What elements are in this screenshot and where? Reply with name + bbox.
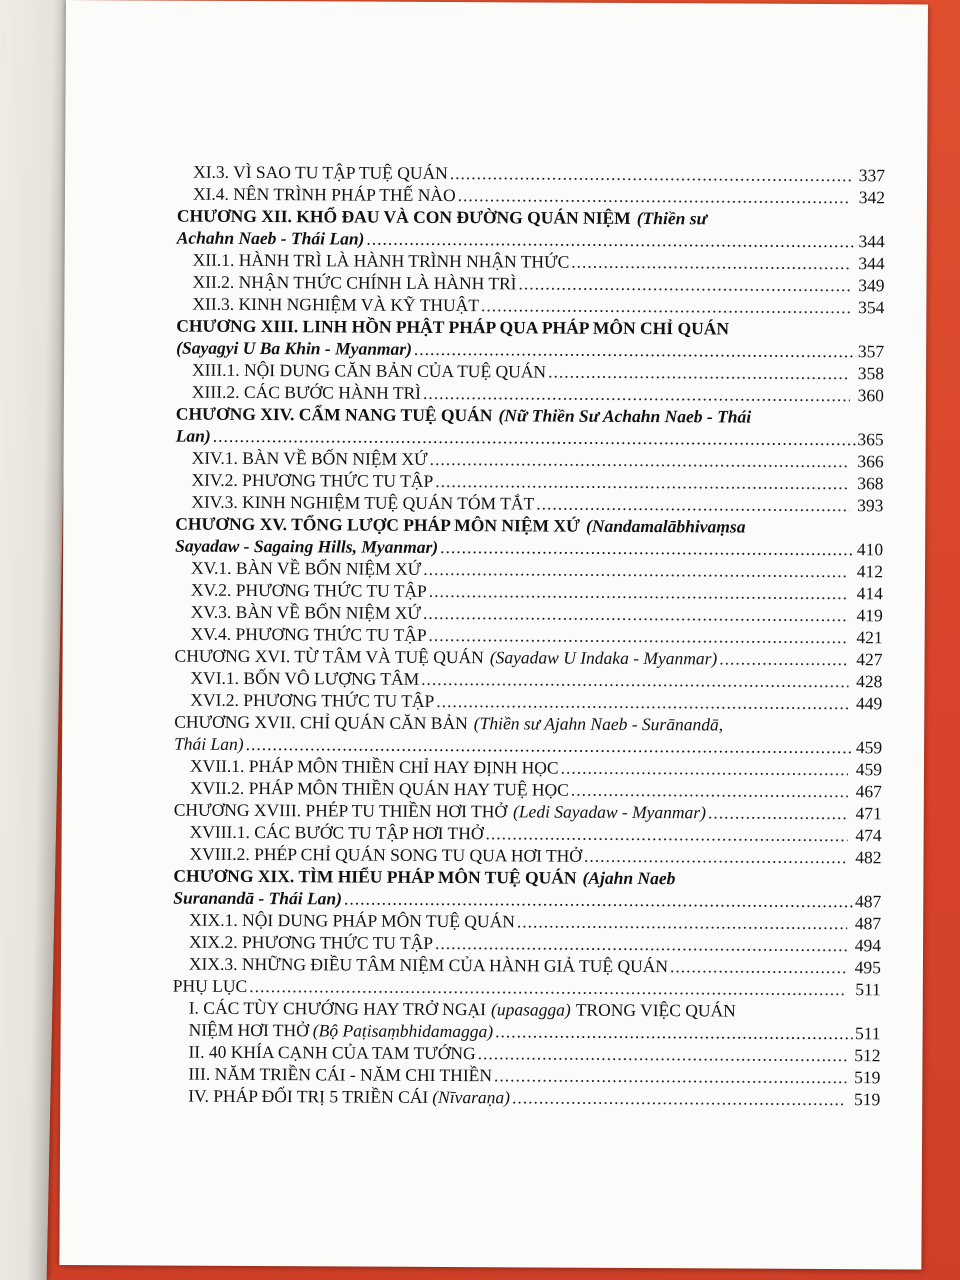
toc-entry-author: (Nīvaraṇa) xyxy=(432,1086,511,1108)
toc-chapter-author: (Thiền sư xyxy=(636,207,708,229)
toc-page-number: 393 xyxy=(857,495,884,516)
leader-dots xyxy=(517,910,847,934)
toc-page-number: 412 xyxy=(856,561,884,582)
leader-dots xyxy=(414,338,856,362)
toc-chapter-author: (Nandamalābhivaṃsa xyxy=(585,515,746,537)
toc-page-number: 337 xyxy=(858,165,886,186)
toc-page-number: 344 xyxy=(858,253,885,274)
toc-page-number: 414 xyxy=(856,583,883,604)
toc-chapter-title: CHƯƠNG XV. TỔNG LƯỢC PHÁP MÔN NIỆM XỨ xyxy=(175,513,581,536)
toc-page-number: 459 xyxy=(855,759,883,780)
toc-entry-title: XIV.2. PHƯƠNG THỨC TU TẬP xyxy=(191,469,434,491)
toc-chapter-heading xyxy=(173,865,881,891)
toc-entry-title: XV.1. BÀN VỀ BỐN NIỆM XỨ xyxy=(190,557,422,579)
leader-dots xyxy=(708,801,848,824)
toc-chapter-title: CHƯƠNG XIX. TÌM HIỂU PHÁP MÔN TUỆ QUÁN xyxy=(173,865,577,888)
toc-page-number: 419 xyxy=(856,605,883,626)
leader-dots xyxy=(344,887,853,912)
leader-dots xyxy=(435,470,849,494)
toc-page-number: 354 xyxy=(858,297,885,318)
leader-dots xyxy=(478,1042,847,1066)
toc-entry-title-rest: TRONG VIỆC QUÁN xyxy=(575,999,736,1021)
toc-page-number: 487 xyxy=(854,913,882,934)
toc-page-number: 428 xyxy=(856,671,883,692)
toc-chapter-author-cont: Lan) xyxy=(175,425,211,446)
toc-chapter-author-cont: (Sayagyi U Ba Khin - Myanmar) xyxy=(176,337,413,359)
leader-dots xyxy=(450,162,851,186)
toc-page-number: 487 xyxy=(854,891,882,912)
toc-chapter-author-cont: Sayadaw - Sagaing Hills, Myanmar) xyxy=(175,535,439,557)
toc-page xyxy=(59,0,928,1269)
leader-dots xyxy=(571,779,848,802)
toc-chapter-title: CHƯƠNG XIV. CẨM NANG TUỆ QUÁN xyxy=(175,403,493,426)
toc-chapter-author-cont: Thái Lan) xyxy=(174,733,244,754)
toc-page-number: 495 xyxy=(854,957,881,978)
toc-chapter-title: CHƯƠNG XVII. CHỈ QUÁN CĂN BẢN xyxy=(174,711,468,734)
toc-entry-title: XIII.2. CÁC BƯỚC HÀNH TRÌ xyxy=(191,381,422,403)
toc-chapter-author-cont: Suranandā - Thái Lan) xyxy=(173,887,343,909)
toc-chapter-heading xyxy=(176,403,884,429)
leader-dots xyxy=(458,184,851,208)
toc-entry-title: XIII.1. NỘI DUNG CĂN BẢN CỦA TUỆ QUÁN xyxy=(192,359,547,382)
leader-dots xyxy=(436,690,848,714)
toc-page-number: 511 xyxy=(855,979,881,1000)
toc-entry-title: XIV.3. KINH NGHIỆM TUỆ QUÁN TÓM TẮT xyxy=(191,491,535,514)
toc-page-number: 421 xyxy=(856,627,883,648)
leader-dots xyxy=(249,975,847,1000)
toc-chapter-heading xyxy=(174,711,882,737)
toc-page-number: 410 xyxy=(856,539,884,560)
leader-dots xyxy=(246,733,854,758)
toc-chapter-title: CHƯƠNG XVIII. PHÉP TU THIỀN HƠI THỞ xyxy=(173,799,508,822)
toc-chapter-author-cont: Achahn Naeb - Thái Lan) xyxy=(176,227,365,249)
leader-dots xyxy=(435,932,847,956)
leader-dots xyxy=(584,845,848,868)
toc-entry-title: XIV.1. BÀN VỀ BỐN NIỆM XỨ xyxy=(191,447,428,469)
leader-dots xyxy=(421,668,848,692)
leader-dots xyxy=(440,536,855,560)
table-of-contents xyxy=(172,161,885,1111)
toc-page-number: 349 xyxy=(858,275,885,296)
toc-entry-title: XVII.2. PHÁP MÔN THIỀN QUÁN HAY TUỆ HỌC xyxy=(189,777,569,800)
toc-entry-title: PHỤ LỤC xyxy=(172,975,248,996)
toc-entry xyxy=(173,997,881,1023)
toc-chapter-author: (Ajahn Naeb xyxy=(582,867,676,889)
toc-page-number: 366 xyxy=(857,451,884,472)
leader-dots xyxy=(423,602,849,626)
toc-entry-title: II. 40 KHÍA CẠNH CỦA TAM TƯỚNG xyxy=(188,1041,476,1064)
toc-page-number: 342 xyxy=(858,187,886,208)
leader-dots xyxy=(494,1064,846,1088)
toc-chapter-author: (Sayadaw U Indaka - Myanmar) xyxy=(489,647,718,669)
toc-page-number: 365 xyxy=(857,429,884,450)
toc-entry-title: XV.4. PHƯƠNG THỨC TU TẬP xyxy=(190,623,427,645)
toc-entry-title: XIX.2. PHƯƠNG THỨC TU TẬP xyxy=(189,931,434,953)
leader-dots xyxy=(518,272,850,296)
toc-entry-title: XV.2. PHƯƠNG THỨC TU TẬP xyxy=(190,579,427,601)
toc-entry-title: XIX.1. NỘI DUNG PHÁP MÔN TUỆ QUÁN xyxy=(189,909,515,932)
toc-chapter-title: CHƯƠNG XIII. LINH HỒN PHẬT PHÁP QUA PHÁP MÔN CHỈ QUÁN xyxy=(176,315,730,339)
toc-entry-cont: NIỆM HƠI THỞ xyxy=(188,1019,309,1041)
toc-page-number: 471 xyxy=(855,803,882,824)
toc-page-number: 482 xyxy=(855,847,882,868)
leader-dots xyxy=(366,228,856,253)
toc-page-number: 519 xyxy=(854,1067,881,1088)
toc-entry-title: XV.3. BÀN VỀ BỐN NIỆM XỨ xyxy=(190,601,422,623)
leader-dots xyxy=(423,382,850,406)
leader-dots xyxy=(670,955,847,978)
leader-dots xyxy=(486,822,848,846)
toc-page-number: 344 xyxy=(858,231,885,252)
toc-page-number: 358 xyxy=(857,363,885,384)
toc-page-number: 357 xyxy=(857,341,885,362)
toc-chapter-heading xyxy=(177,205,885,231)
toc-page-number: 427 xyxy=(856,649,883,670)
toc-entry-title: XVII.1. PHÁP MÔN THIỀN CHỈ HAY ĐỊNH HỌC xyxy=(189,755,559,778)
leader-dots xyxy=(429,624,849,648)
toc-entry-title: XII.2. NHẬN THỨC CHÍNH LÀ HÀNH TRÌ xyxy=(192,271,517,294)
toc-chapter-heading xyxy=(175,513,883,539)
leader-dots xyxy=(495,1020,853,1044)
leader-dots xyxy=(719,647,848,670)
leader-dots xyxy=(561,757,848,781)
toc-page-number: 512 xyxy=(854,1045,881,1066)
leader-dots xyxy=(430,448,850,472)
toc-entry-title: XIX.3. NHỮNG ĐIỀU TÂM NIỆM CỦA HÀNH GIẢ TUỆ QUÁN xyxy=(188,953,669,977)
leader-dots xyxy=(571,251,850,274)
toc-chapter-author: (Ledi Sayadaw - Myanmar) xyxy=(512,801,707,823)
toc-entry-title: XII.3. KINH NGHIỆM VÀ KỸ THUẬT xyxy=(192,293,480,316)
toc-entry-title: XVI.1. BỐN VÔ LƯỢNG TÂM xyxy=(190,667,420,689)
toc-page-number: 474 xyxy=(855,825,882,846)
leader-dots xyxy=(512,1086,846,1110)
toc-entry-title: XVI.2. PHƯƠNG THỨC TU TẬP xyxy=(190,689,435,711)
toc-chapter-heading xyxy=(176,315,884,341)
toc-chapter-author: (Nữ Thiền Sư Achahn Naeb - Thái xyxy=(498,405,752,427)
toc-chapter-title: CHƯƠNG XII. KHỔ ĐAU VÀ CON ĐƯỜNG QUÁN NIỆM xyxy=(176,205,631,228)
toc-entry-title: XI.4. NÊN TRÌNH PHÁP THẾ NÀO xyxy=(192,183,456,206)
toc-page-number: 511 xyxy=(854,1023,881,1044)
leader-dots xyxy=(429,580,849,604)
leader-dots xyxy=(423,558,849,582)
toc-entry-title: I. CÁC TÙY CHƯỚNG HAY TRỞ NGẠI xyxy=(188,997,487,1020)
toc-entry-title: XVIII.1. CÁC BƯỚC TU TẬP HƠI THỞ xyxy=(189,821,484,844)
toc-entry-source: (Bộ Paṭisaṃbhidamagga) xyxy=(312,1020,494,1042)
leader-dots xyxy=(536,492,849,516)
toc-page-number: 459 xyxy=(855,737,883,758)
toc-page-number: 519 xyxy=(853,1089,881,1110)
leader-dots xyxy=(481,294,850,318)
toc-entry-term: (upasagga) xyxy=(490,999,571,1020)
toc-chapter-title: CHƯƠNG XVI. TỪ TÂM VÀ TUỆ QUÁN xyxy=(174,645,484,668)
toc-chapter-author: (Thiền sư Ajahn Naeb - Surānandā, xyxy=(473,713,724,735)
toc-entry-title: III. NĂM TRIỀN CÁI - NĂM CHI THIỀN xyxy=(188,1063,493,1086)
toc-page-number: 360 xyxy=(857,385,884,406)
leader-dots xyxy=(548,361,850,385)
toc-page-number: 494 xyxy=(854,935,882,956)
toc-entry-title: XVIII.2. PHÉP CHỈ QUÁN SONG TU QUA HƠI THỞ xyxy=(189,843,583,866)
toc-page-number: 467 xyxy=(855,781,882,802)
toc-entry-title: XII.1. HÀNH TRÌ LÀ HÀNH TRÌNH NHẬN THỨC xyxy=(192,249,570,272)
toc-page-number: 449 xyxy=(856,693,883,714)
toc-entry xyxy=(172,1085,880,1111)
toc-entry-title: XI.3. VÌ SAO TU TẬP TUỆ QUÁN xyxy=(193,161,448,184)
toc-entry-title: IV. PHÁP ĐỐI TRỊ 5 TRIỀN CÁI xyxy=(188,1085,429,1107)
toc-page-number: 368 xyxy=(857,473,884,494)
